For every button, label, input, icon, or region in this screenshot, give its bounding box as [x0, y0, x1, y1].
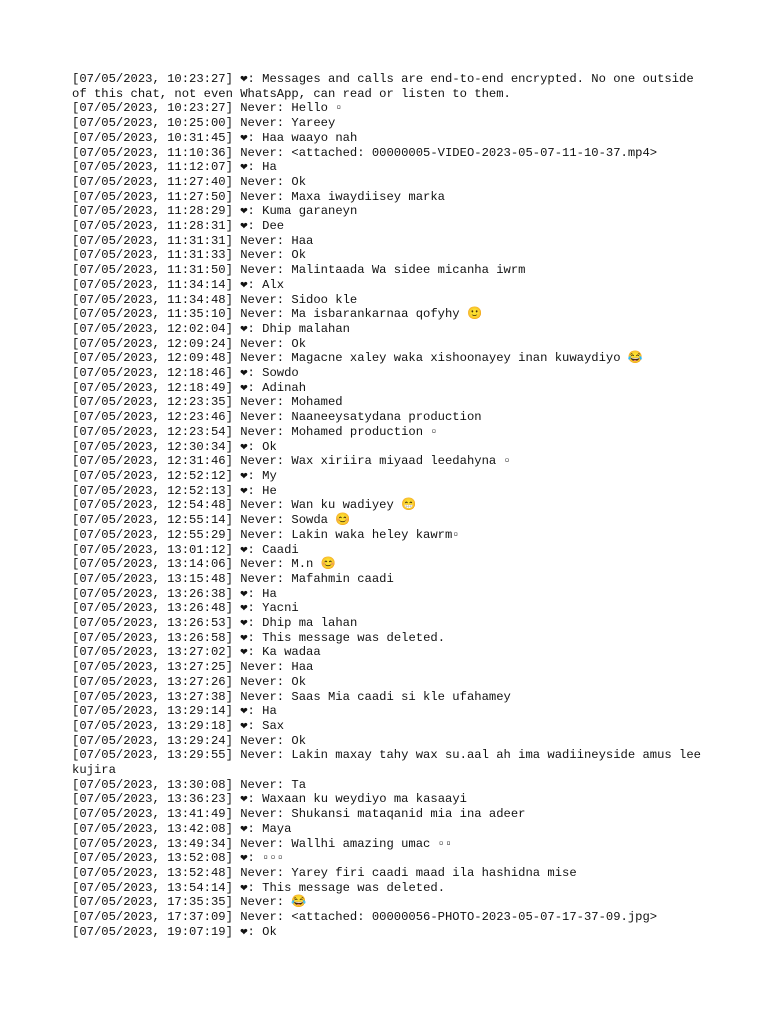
chat-line: [07/05/2023, 11:27:50] Never: Maxa iwaydiisey marka	[72, 189, 445, 204]
chat-line: [07/05/2023, 10:31:45] ❤: Haa waayo nah	[72, 130, 358, 145]
chat-line: [07/05/2023, 12:18:46] ❤: Sowdo	[72, 366, 299, 381]
chat-line: [07/05/2023, 13:26:53] ❤: Dhip ma lahan	[72, 616, 358, 631]
chat-line: [07/05/2023, 12:02:04] ❤: Dhip malahan	[72, 321, 350, 336]
chat-line: [07/05/2023, 11:28:31] ❤: Dee	[72, 219, 285, 234]
chat-line: [07/05/2023, 12:54:48] Never: Wan ku wadiyey 😁	[72, 498, 417, 513]
chat-line: [07/05/2023, 13:01:12] ❤: Caadi	[72, 542, 299, 557]
chat-line: [07/05/2023, 13:27:02] ❤: Ka wadaa	[72, 645, 321, 660]
chat-line: [07/05/2023, 12:23:35] Never: Mohamed	[72, 395, 343, 410]
chat-line: [07/05/2023, 11:34:48] Never: Sidoo kle	[72, 292, 358, 307]
chat-line: [07/05/2023, 11:31:31] Never: Haa	[72, 233, 314, 248]
chat-line: [07/05/2023, 19:07:19] ❤: Ok	[72, 924, 277, 939]
chat-line: [07/05/2023, 12:23:54] Never: Mohamed production ▫	[72, 424, 438, 439]
chat-line: [07/05/2023, 13:54:14] ❤: This message was deleted.	[72, 880, 446, 895]
chat-line: [07/05/2023, 12:09:48] Never: Magacne xaley waka xishoonayey inan kuwaydiyo 😂	[72, 351, 644, 366]
chat-line: [07/05/2023, 11:31:33] Never: Ok	[72, 248, 307, 263]
chat-line: [07/05/2023, 13:49:34] Never: Wallhi amazing umac ▫▫	[72, 836, 453, 851]
chat-line: [07/05/2023, 13:29:55] Never: Lakin maxay tahy wax su.aal ah ima wadiineyside amus lee kujira	[72, 748, 709, 778]
chat-line: [07/05/2023, 10:23:27] ❤: Messages and calls are end-to-end encrypted. No one outside of this chat, not even WhatsApp, can read or listen to them.	[72, 72, 702, 101]
chat-line: [07/05/2023, 13:27:38] Never: Saas Mia caadi si kle ufahamey	[72, 689, 511, 704]
chat-line: [07/05/2023, 13:26:38] ❤: Ha	[72, 586, 277, 601]
chat-line: [07/05/2023, 13:26:58] ❤: This message was deleted.	[72, 630, 446, 645]
chat-line: [07/05/2023, 11:35:10] Never: Ma isbarankarnaa qofyhy 🙂	[72, 307, 483, 322]
chat-line: [07/05/2023, 13:27:26] Never: Ok	[72, 674, 307, 689]
chat-line: [07/05/2023, 11:31:50] Never: Malintaada Wa sidee micanha iwrm	[72, 263, 526, 278]
chat-line: [07/05/2023, 13:41:49] Never: Shukansi mataqanid mia ina adeer	[72, 807, 526, 822]
chat-line: [07/05/2023, 12:18:49] ❤: Adinah	[72, 380, 307, 395]
chat-line: [07/05/2023, 12:55:14] Never: Sowda 😊	[72, 513, 351, 528]
chat-line: [07/05/2023, 12:52:13] ❤: He	[72, 483, 277, 498]
chat-line: [07/05/2023, 13:26:48] ❤: Yacni	[72, 601, 299, 616]
chat-line: [07/05/2023, 12:52:12] ❤: My	[72, 468, 277, 483]
chat-line: [07/05/2023, 10:25:00] Never: Yareey	[72, 116, 336, 131]
chat-line: [07/05/2023, 17:37:09] Never: <attached: 00000056-PHOTO-2023-05-07-17-37-09.jpg>	[72, 910, 658, 925]
chat-line: [07/05/2023, 13:14:06] Never: M.n 😊	[72, 557, 336, 572]
chat-line: [07/05/2023, 12:55:29] Never: Lakin waka heley kawrm▫	[72, 527, 460, 542]
chat-transcript	[72, 72, 709, 939]
chat-line: [07/05/2023, 17:35:35] Never: 😂	[72, 895, 307, 910]
chat-line: [07/05/2023, 11:12:07] ❤: Ha	[72, 160, 277, 175]
chat-line: [07/05/2023, 12:09:24] Never: Ok	[72, 336, 307, 351]
chat-line: [07/05/2023, 13:52:48] Never: Yarey firi caadi maad ila hashidna mise	[72, 865, 577, 880]
chat-line: [07/05/2023, 13:29:24] Never: Ok	[72, 733, 307, 748]
chat-line: [07/05/2023, 13:30:08] Never: Ta	[72, 777, 307, 792]
chat-line: [07/05/2023, 10:23:27] Never: Hello ▫	[72, 101, 343, 116]
chat-line: [07/05/2023, 11:28:29] ❤: Kuma garaneyn	[72, 204, 358, 219]
chat-line: [07/05/2023, 12:30:34] ❤: Ok	[72, 439, 277, 454]
chat-line: [07/05/2023, 13:29:14] ❤: Ha	[72, 704, 277, 719]
chat-line: [07/05/2023, 13:36:23] ❤: Waxaan ku weydiyo ma kasaayi	[72, 792, 467, 807]
chat-line: [07/05/2023, 12:23:46] Never: Naaneeysatydana production	[72, 410, 482, 425]
chat-line: [07/05/2023, 13:27:25] Never: Haa	[72, 660, 314, 675]
chat-line: [07/05/2023, 13:52:08] ❤: ▫▫▫	[72, 851, 285, 866]
chat-line: [07/05/2023, 12:31:46] Never: Wax xiriira miyaad leedahyna ▫	[72, 454, 511, 469]
chat-line: [07/05/2023, 13:29:18] ❤: Sax	[72, 718, 285, 733]
chat-line: [07/05/2023, 11:27:40] Never: Ok	[72, 174, 307, 189]
chat-line: [07/05/2023, 13:15:48] Never: Mafahmin caadi	[72, 571, 394, 586]
chat-line: [07/05/2023, 11:34:14] ❤: Alx	[72, 277, 285, 292]
chat-line: [07/05/2023, 13:42:08] ❤: Maya	[72, 821, 292, 836]
chat-line: [07/05/2023, 11:10:36] Never: <attached: 00000005-VIDEO-2023-05-07-11-10-37.mp4>	[72, 145, 658, 160]
